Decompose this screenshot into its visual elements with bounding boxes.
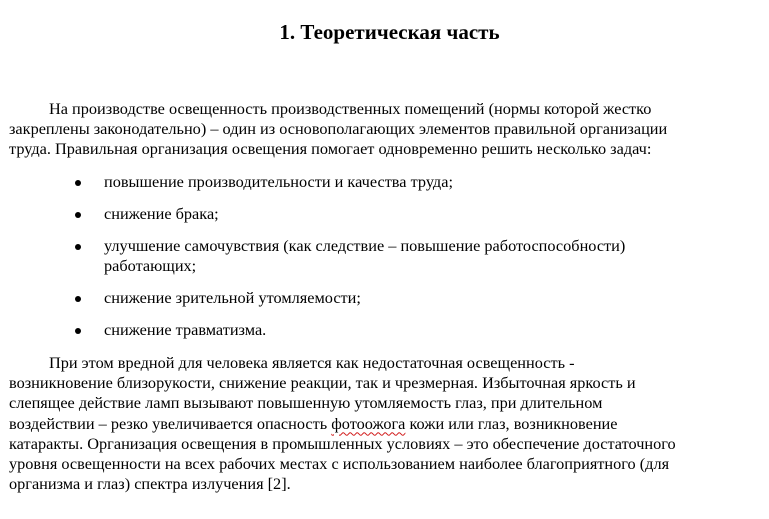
list-item-text: [104, 204, 724, 224]
paragraph-line: уровня освещенности на всех рабочих местах с использованием наиболее благоприятного (для: [9, 454, 670, 474]
list-item-line: снижение зрительной утомляемости;: [104, 288, 361, 307]
bullet-icon: [75, 180, 81, 186]
misspelled-word[interactable]: фотоожога: [331, 413, 406, 433]
list-item-line: снижение травматизма.: [104, 320, 267, 339]
intro-paragraph: [9, 99, 761, 160]
paragraph-line: При этом вредной для человека является как недостаточная освещенность -: [49, 353, 575, 372]
bullet-icon: [75, 244, 81, 250]
paragraph-line: организма и глаз) спектра излучения [2].: [9, 474, 291, 494]
list-item-line: снижение брака;: [104, 204, 219, 223]
list-item-text: [104, 320, 724, 340]
paragraph-line: возникновение близорукости, снижение реакции, так и чрезмерная. Избыточная яркость и: [9, 373, 636, 393]
bullet-icon: [75, 212, 81, 218]
closing-paragraph: [9, 353, 761, 494]
paragraph-line: На производстве освещенность производственных помещений (нормы которой жестко: [49, 99, 652, 118]
paragraph-line: [9, 414, 761, 434]
list-item-text: [104, 172, 724, 192]
text-run: воздействии – резко увеличивается опасность: [9, 413, 332, 433]
paragraph-line: закреплены законодательно) – один из основополагающих элементов правильной организации: [9, 119, 668, 139]
list-item-line: работающих;: [104, 256, 197, 276]
paragraph-line: катаракты. Организация освещения в промышленных условиях – это обеспечение достаточного: [9, 433, 676, 453]
list-item-text: [104, 236, 724, 276]
text-run: кожи или глаз, возникновение: [405, 413, 618, 433]
paragraph-line: труда. Правильная организация освещения помогает одновременно решить несколько задач:: [9, 139, 652, 159]
list-item-line: повышение производительности и качества труда;: [104, 172, 453, 191]
list-item-line: улучшение самочувствия (как следствие – повышение работоспособности): [104, 236, 626, 255]
bullet-icon: [75, 296, 81, 302]
list-item-text: [104, 288, 724, 308]
paragraph-line: слепящее действие ламп вызывают повышенную утомляемость глаз, при длительном: [9, 393, 603, 413]
section-heading: 1. Теоретическая часть: [279, 20, 500, 44]
bullet-icon: [75, 328, 81, 334]
